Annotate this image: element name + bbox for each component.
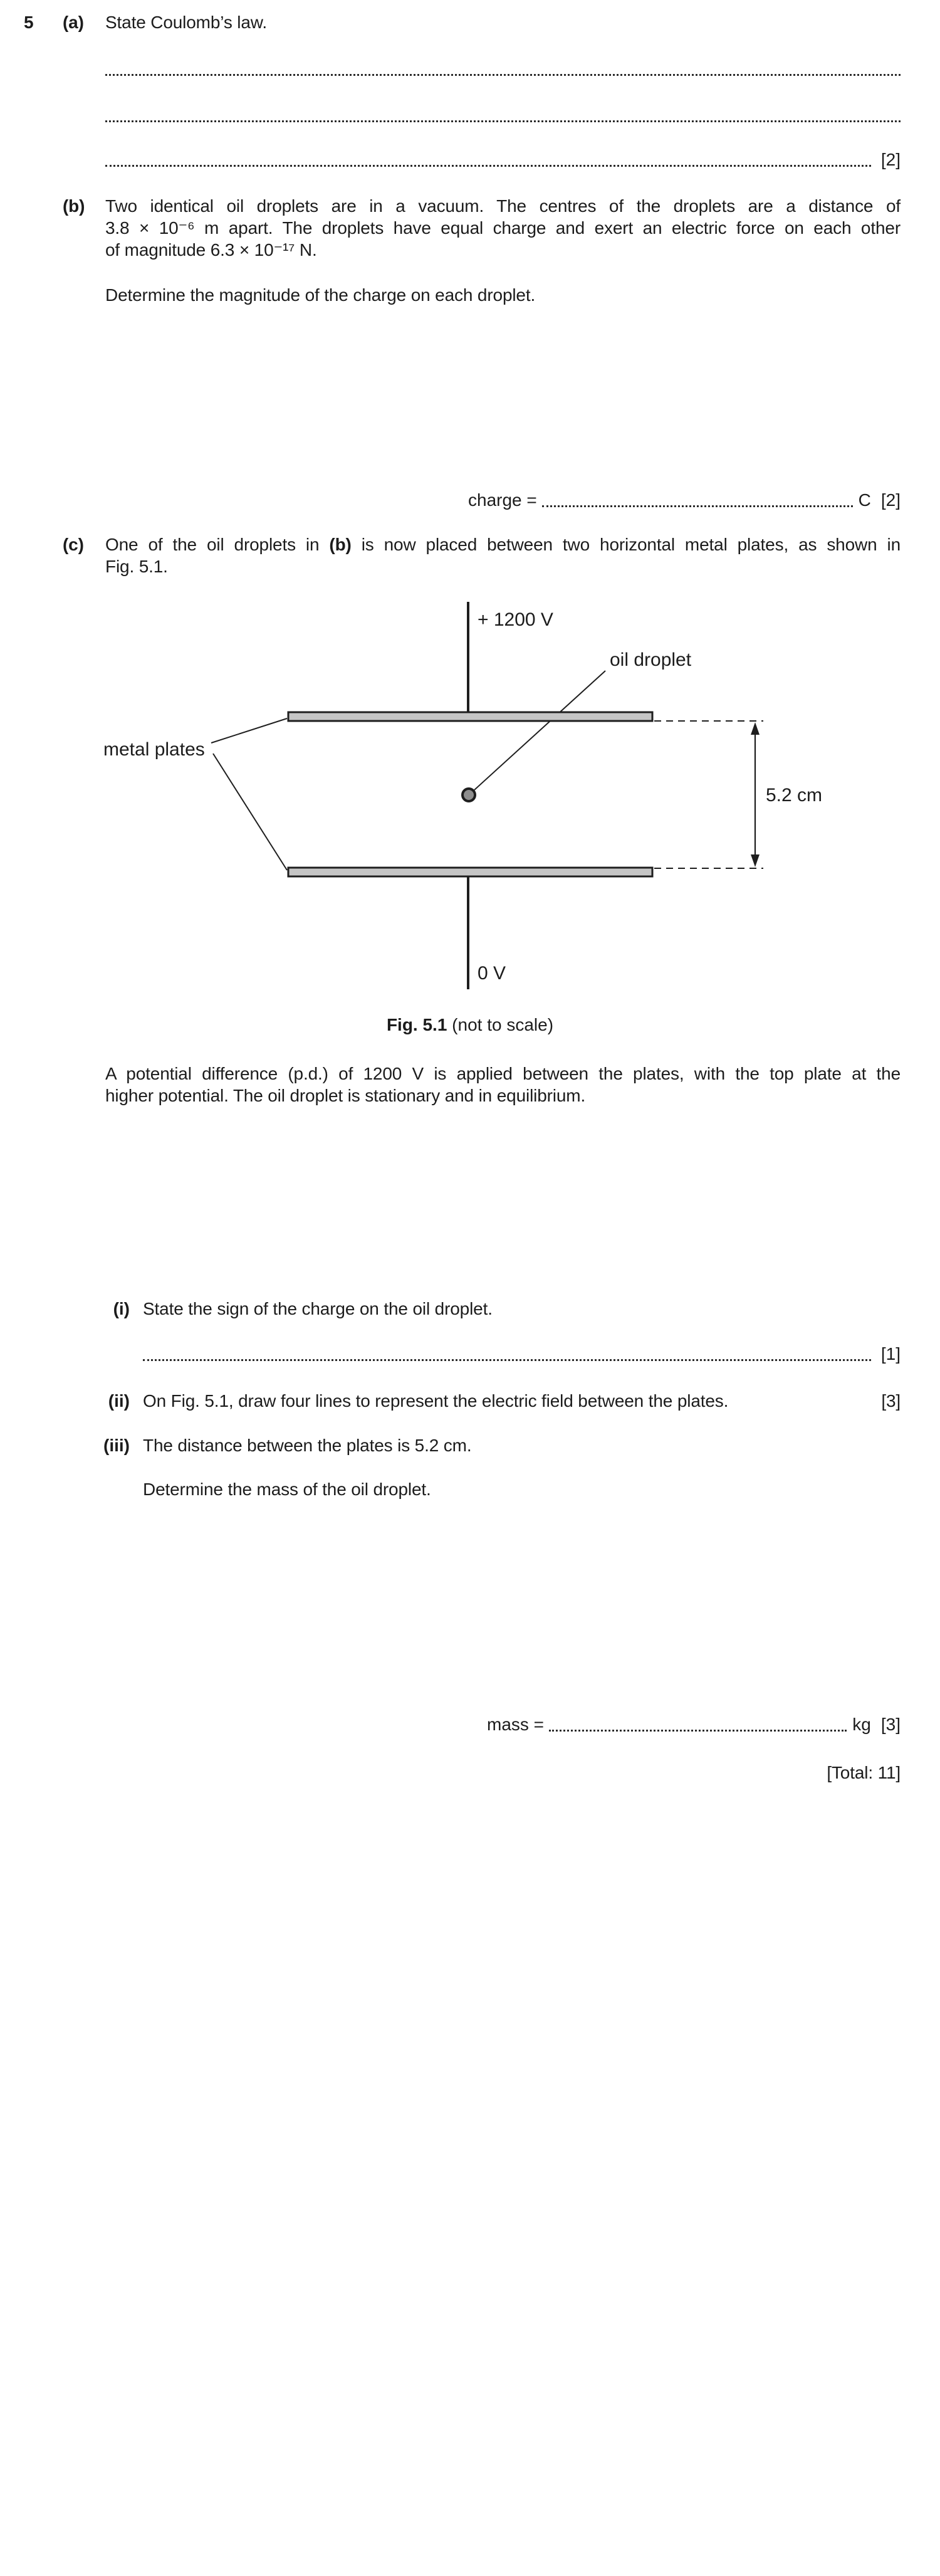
dotted-rule [105,74,901,76]
dotted-rule [542,505,853,507]
pd-paragraph-line: higher potential. The oil droplet is stationary and in equilibrium. [105,1086,586,1105]
dotted-rule [143,1359,871,1361]
metal-plates-label: metal plates [103,739,205,760]
droplet-leader-line [474,671,605,790]
top-voltage-label: + 1200 V [478,609,553,630]
charge-unit: C [858,490,871,510]
plates-leader-top [211,718,287,743]
answer-line [105,104,901,127]
part-a-label: (a) [63,13,84,32]
mass-unit: kg [852,1715,871,1734]
dotted-rule [105,165,871,167]
marks-badge: [2] [880,490,901,510]
question-number: 5 [24,13,34,32]
figure-caption-number: Fig. 5.1 [386,1015,447,1034]
part-b-label: (b) [63,196,85,216]
top-metal-plate [288,712,652,721]
marks-badge: [2] [880,150,901,169]
dotted-rule [549,1730,847,1732]
figure-caption [0,1014,940,1036]
part-c-i-label: (i) [113,1299,130,1318]
oil-droplet-label: oil droplet [610,649,692,670]
part-c-iii-prompt2: Determine the mass of the oil droplet. [143,1480,431,1499]
dotted-rule [105,120,901,122]
part-c-text-line: Fig. 5.1. [105,557,168,576]
arrowhead-up [751,722,760,735]
marks-badge: [3] [881,1391,901,1411]
answer-line [105,149,901,171]
fig-5-1-diagram [0,589,940,1028]
bottom-voltage-label: 0 V [478,963,506,984]
part-c-text-line [105,534,901,555]
answer-line [143,1343,901,1365]
bottom-metal-plate [288,868,652,876]
mass-answer-line [487,1713,901,1736]
part-b-text-line: 3.8 × 10⁻⁶ m apart. The droplets have equal charge and exert an electric force on each other [105,218,901,238]
part-c-i-prompt: State the sign of the charge on the oil droplet. [143,1299,493,1318]
part-c-iii-label: (iii) [103,1436,130,1455]
figure-caption-note: (not to scale) [447,1015,554,1034]
oil-droplet [462,789,475,801]
arrowhead-down [751,854,760,867]
answer-line [105,58,901,80]
part-b-prompt: Determine the magnitude of the charge on each droplet. [105,285,536,305]
separation-label: 5.2 cm [766,785,823,806]
part-b-text-line: of magnitude 6.3 × 10⁻¹⁷ N. [105,240,317,260]
pd-paragraph-line: A potential difference (p.d.) of 1200 V is applied between the plates, with the top plate at the [105,1064,901,1083]
part-c-text: One of the oil droplets in [105,535,330,554]
marks-badge: [1] [880,1344,901,1364]
part-c-bold-ref: (b) [329,535,352,554]
part-c-ii-label: (ii) [108,1391,130,1411]
mass-label: mass = [487,1715,549,1734]
part-c-ii-prompt: On Fig. 5.1, draw four lines to represent the electric field between the plates. [143,1391,729,1411]
plates-leader-bottom [213,754,287,870]
part-c-iii-prompt: The distance between the plates is 5.2 cm. [143,1436,472,1455]
marks-badge: [3] [880,1715,901,1734]
charge-label: charge = [468,490,542,510]
charge-answer-line [468,489,901,512]
part-c-label: (c) [63,535,84,554]
part-b-text-line: Two identical oil droplets are in a vacuum. The centres of the droplets are a distance of [105,196,901,216]
part-a-prompt: State Coulomb’s law. [105,13,267,32]
total-marks: [Total: 11] [827,1763,901,1782]
part-c-text: is now placed between two horizontal metal plates, as shown in [351,535,901,554]
